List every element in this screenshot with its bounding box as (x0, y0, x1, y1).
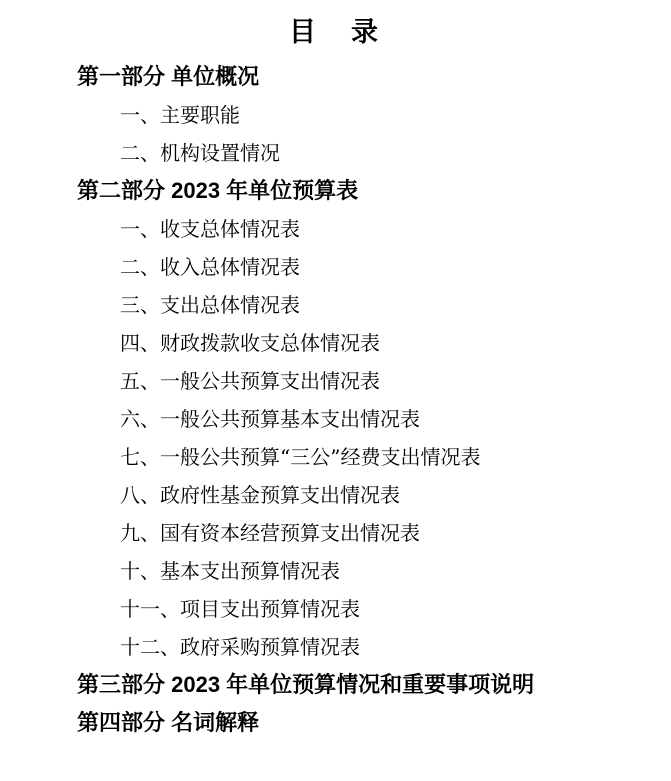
toc-item: 一、主要职能 (120, 103, 240, 127)
toc-item: 十一、项目支出预算情况表 (120, 597, 360, 621)
toc-item: 十二、政府采购预算情况表 (120, 635, 360, 659)
toc-item: 十、基本支出预算情况表 (120, 559, 340, 583)
toc-item: 三、支出总体情况表 (120, 293, 300, 317)
toc-item: 六、一般公共预算基本支出情况表 (120, 407, 420, 431)
toc-item: 二、机构设置情况 (120, 141, 280, 165)
toc-section-heading: 第三部分 2023 年单位预算情况和重要事项说明 (77, 672, 535, 697)
toc-item: 一、收支总体情况表 (120, 217, 300, 241)
toc-item: 二、收入总体情况表 (120, 255, 300, 279)
table-of-contents (0, 58, 671, 742)
page-title: 目 录 (289, 17, 382, 47)
toc-item: 七、一般公共预算“三公”经费支出情况表 (120, 445, 481, 469)
toc-item: 五、一般公共预算支出情况表 (120, 369, 380, 393)
toc-item: 四、财政拨款收支总体情况表 (120, 331, 380, 355)
toc-item: 八、政府性基金预算支出情况表 (120, 483, 400, 507)
toc-section-heading: 第一部分 单位概况 (77, 64, 260, 89)
toc-section-heading: 第四部分 名词解释 (77, 710, 260, 735)
toc-section-heading: 第二部分 2023 年单位预算表 (77, 178, 359, 203)
toc-item: 九、国有资本经营预算支出情况表 (120, 521, 420, 545)
